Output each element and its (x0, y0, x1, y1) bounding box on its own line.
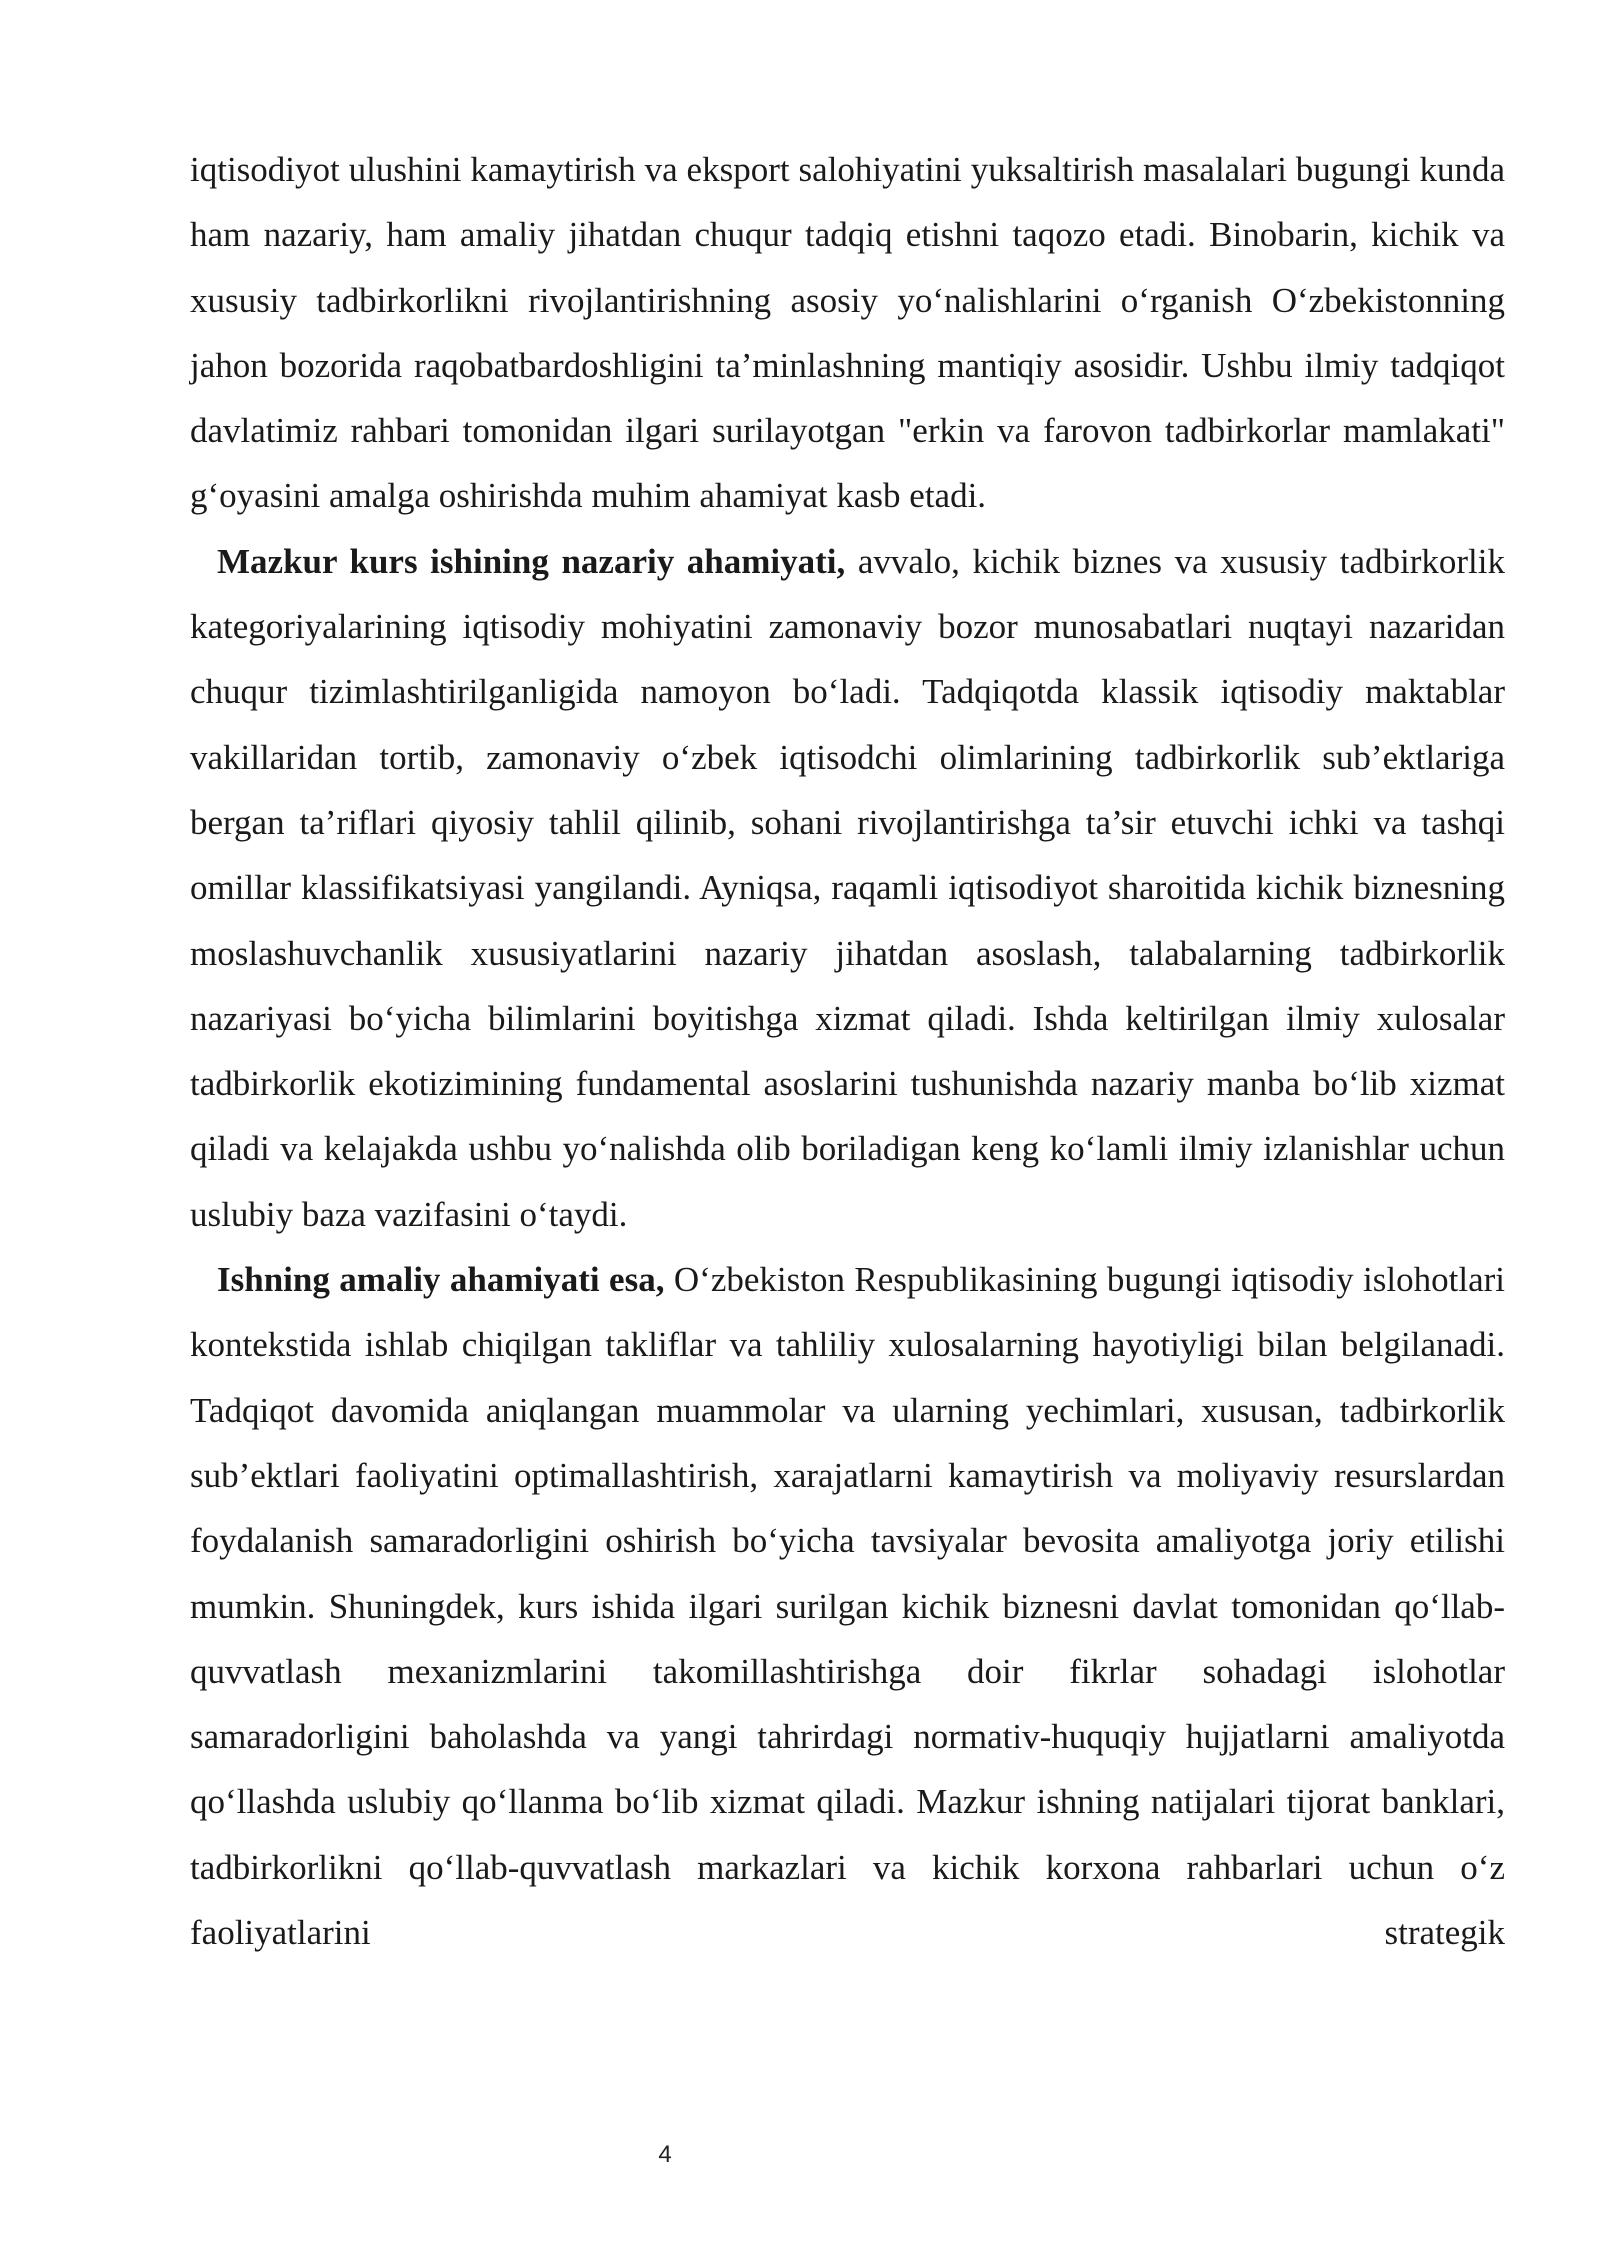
paragraph-text: iqtisodiyot ulushini kamaytirish va eksport salohiyatini yuksaltirish masalalari bugungi kunda ham nazariy, ham amaliy jihatdan chuqur tadqiq etishni taqozo etadi. Binobarin, kichik va xususiy tadbirkorlikni rivojlantirishning asosiy yo‘nalishlarini o‘rganish O‘zbekistonning jahon bozorida raqobatbardoshligini ta’minlashning mantiqiy asosidir. Ushbu ilmiy tadqiqot davlatimiz rahbari tomonidan ilgari surilayotgan "erkin va farovon tadbirkorlar mamlakati" g‘oyasini amalga oshirishda muhim ahamiyat kasb etadi. (190, 150, 1505, 516)
paragraph-intro-continued (190, 137, 1505, 529)
page-number: 4 (658, 2141, 672, 2168)
body-text (190, 137, 1505, 1965)
paragraph-theoretical-significance (190, 529, 1505, 1247)
paragraph-text: O‘zbekiston Respublikasining bugungi iqtisodiy islohotlari kontekstida ishlab chiqilgan takliflar va tahliliy xulosalarning hayotiyligi bilan belgilanadi. Tadqiqot davomida aniqlangan muammolar va ularning yechimlari, xususan, tadbirkorlik sub’ektlari faoliyatini optimallashtirish, xarajatlarni kamaytirish va moliyaviy resurslardan foydalanish samaradorligini oshirish bo‘yicha tavsiyalar bevosita amaliyotga joriy etilishi mumkin. Shuningdek, kurs ishida ilgari surilgan kichik biznesni davlat tomonidan qo‘llab-quvvatlash mexanizmlarini takomillashtirishga doir fikrlar sohadagi islohotlar samaradorligini baholashda va yangi tahrirdagi normativ-huquqiy hujjatlarni amaliyotda qo‘llashda uslubiy qo‘llanma bo‘lib xizmat qiladi. Mazkur ishning natijalari tijorat banklari, tadbirkorlikni qo‘llab-quvvatlash markazlari va kichik korxona rahbarlari uchun o‘z faoliyatlarini strategik (190, 1260, 1505, 1953)
paragraph-text: avvalo, kichik biznes va xususiy tadbirkorlik kategoriyalarining iqtisodiy mohiyatini zamonaviy bozor munosabatlari nuqtayi nazaridan chuqur tizimlashtirilganligida namoyon bo‘ladi. Tadqiqotda klassik iqtisodiy maktablar vakillaridan tortib, zamonaviy o‘zbek iqtisodchi olimlarining tadbirkorlik sub’ektlariga bergan ta’riflari qiyosiy tahlil qilinib, sohani rivojlantirishga ta’sir etuvchi ichki va tashqi omillar klassifikatsiyasi yangilandi. Ayniqsa, raqamli iqtisodiyot sharoitida kichik biznesning moslashuvchanlik xususiyatlarini nazariy jihatdan asoslash, talabalarning tadbirkorlik nazariyasi bo‘yicha bilimlarini boyitishga xizmat qiladi. Ishda keltirilgan ilmiy xulosalar tadbirkorlik ekotizimining fundamental asoslarini tushunishda nazariy manba bo‘lib xizmat qiladi va kelajakda ushbu yo‘nalishda olib boriladigan keng ko‘lamli ilmiy izlanishlar uchun uslubiy baza vazifasini o‘taydi. (190, 541, 1505, 1234)
paragraph-lead-bold: Ishning amaliy ahamiyati esa, (217, 1260, 665, 1300)
paragraph-practical-significance (190, 1247, 1505, 1965)
paragraph-lead-bold: Mazkur kurs ishining nazariy ahamiyati, (217, 541, 846, 581)
